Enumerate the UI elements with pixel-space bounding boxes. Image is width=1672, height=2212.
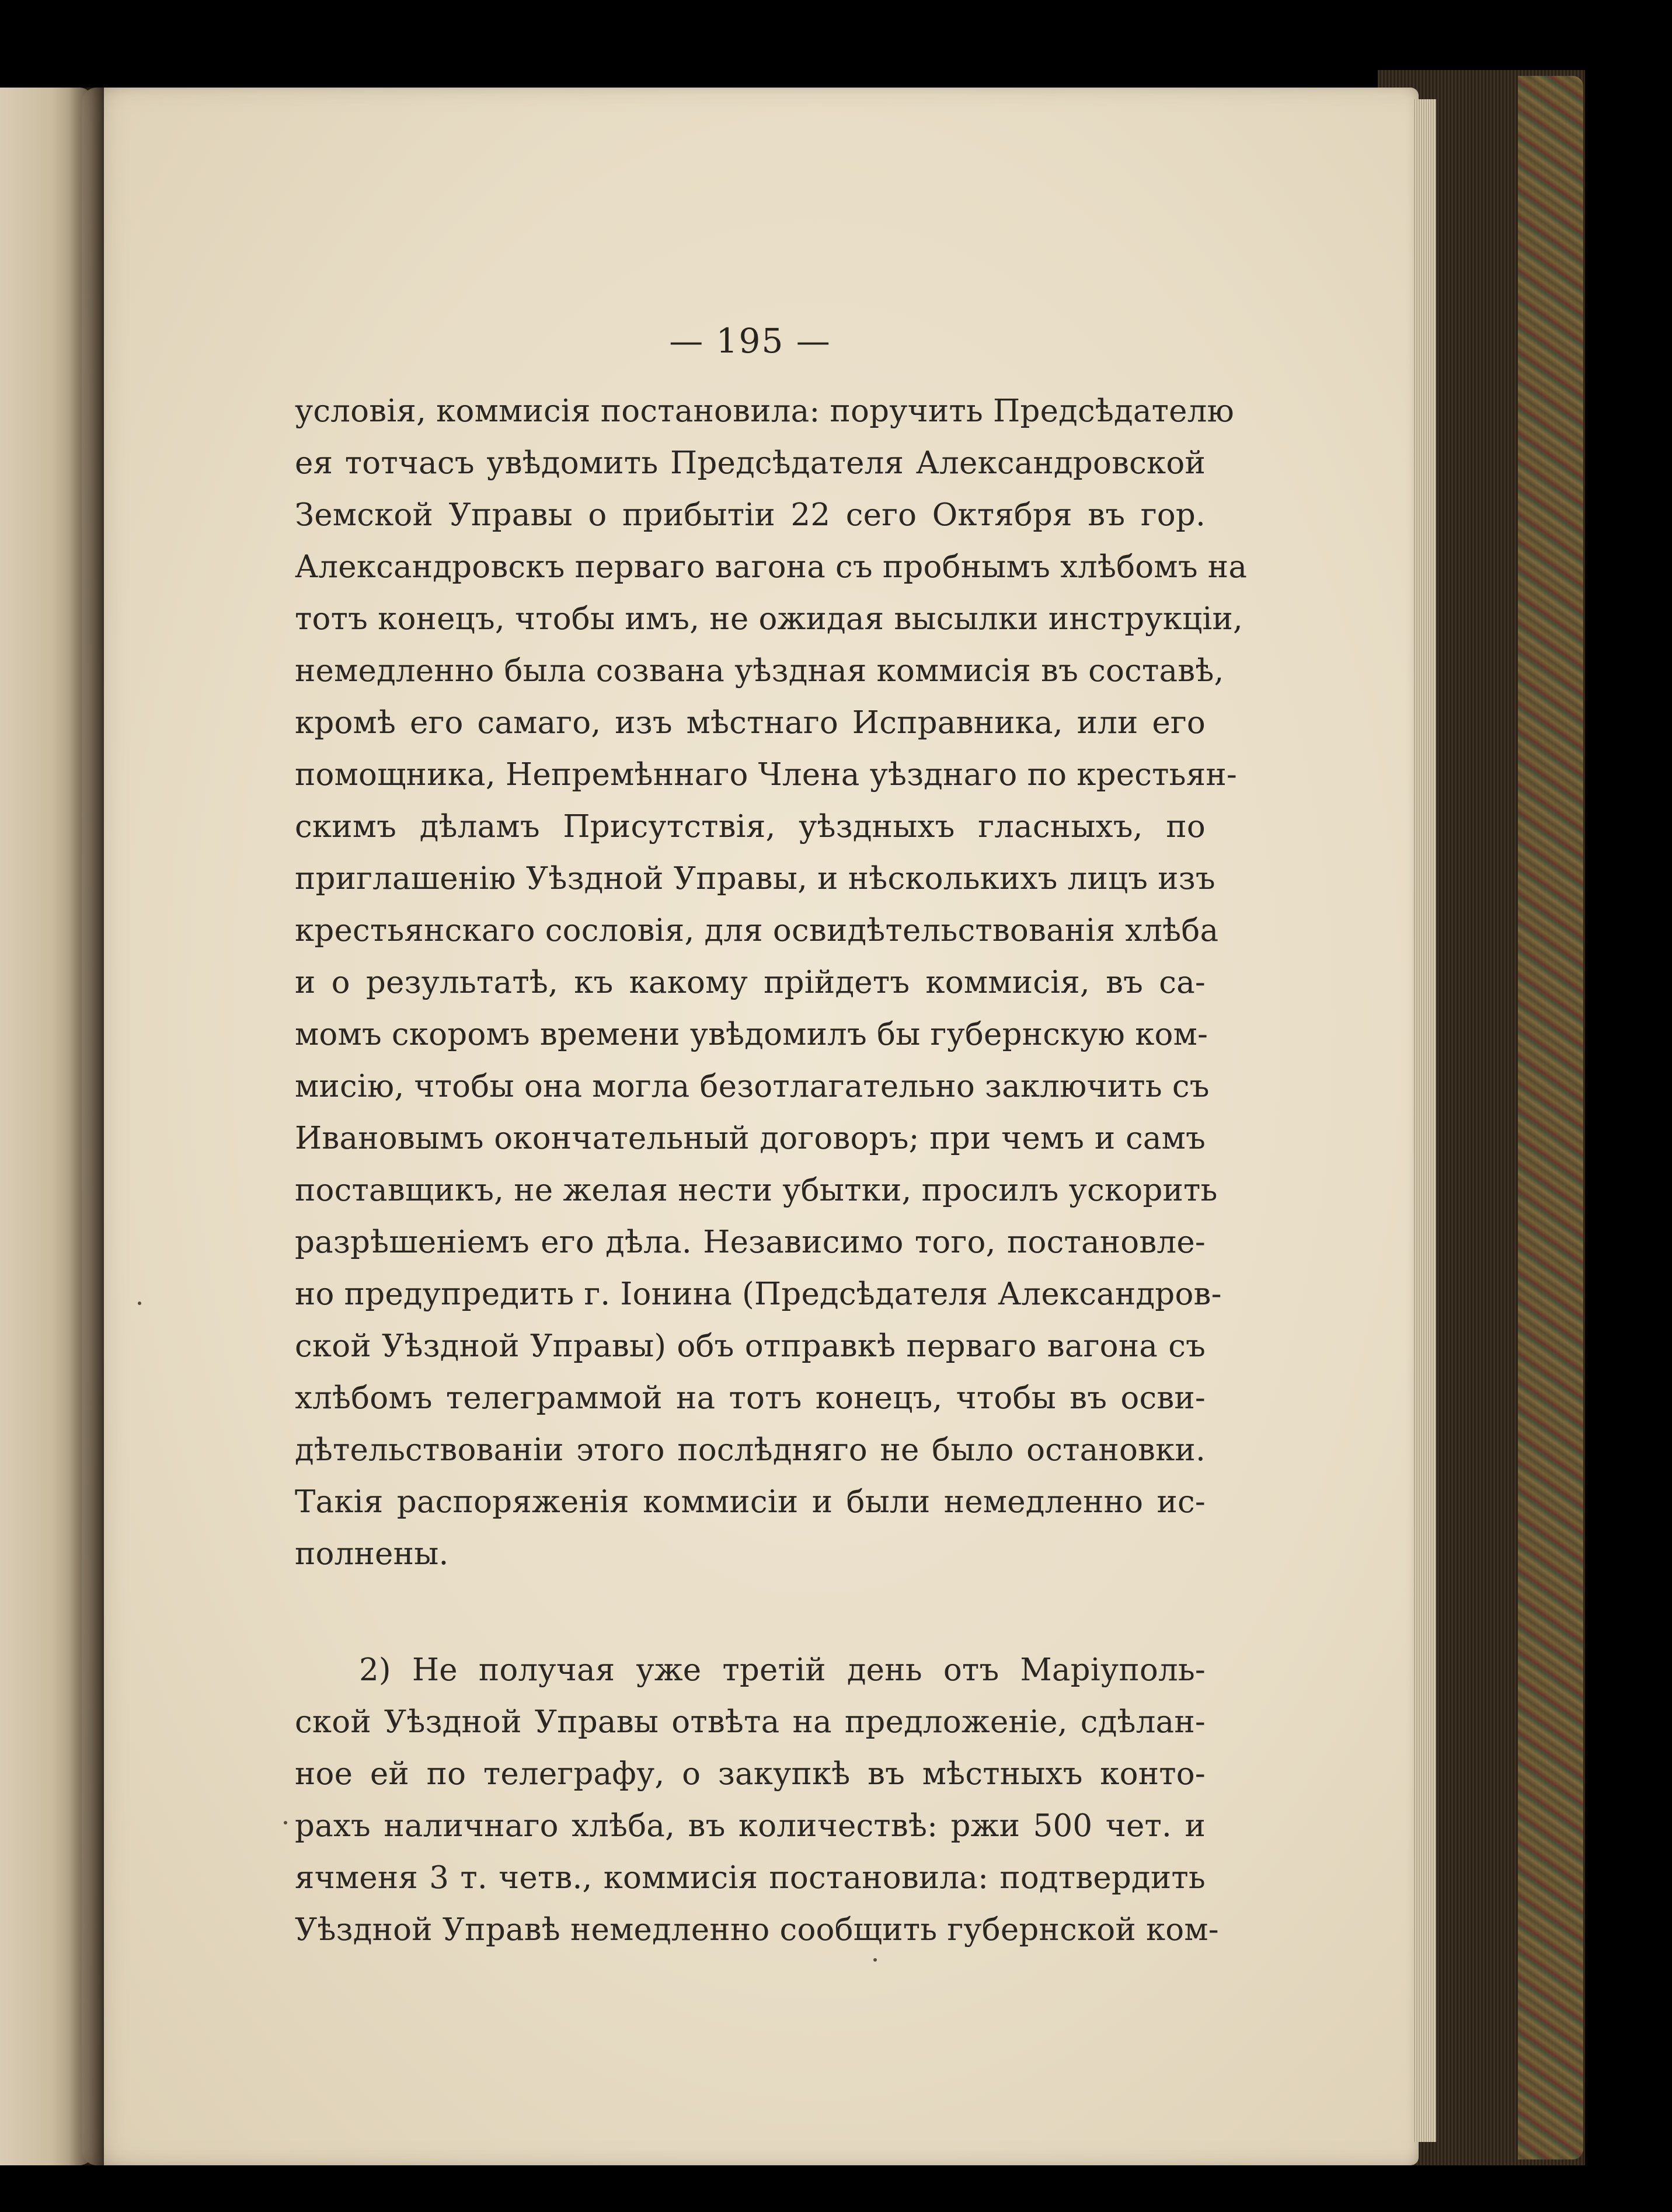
- text-line: Ивановымъ окончательный договоръ; при чемъ и самъ: [295, 1121, 1206, 1156]
- paper-speck: [284, 1821, 287, 1824]
- text-line: и о результатѣ, къ какому прійдетъ коммисія, въ са-: [295, 965, 1206, 1000]
- text-line: мисію, чтобы она могла безотлагательно заключить съ: [295, 1069, 1210, 1104]
- text-line: Такія распоряженія коммисіи и были немедленно ис-: [295, 1484, 1206, 1520]
- text-line: но предупредить г. Іонина (Предсѣдателя Александров-: [295, 1276, 1222, 1312]
- text-line: скимъ дѣламъ Присутствія, уѣздныхъ гласныхъ, по: [295, 809, 1206, 845]
- paragraph-2: [295, 1644, 1219, 1956]
- text-line: момъ скоромъ времени увѣдомилъ бы губернскую ком-: [295, 1017, 1208, 1052]
- book-gutter: [69, 88, 104, 2165]
- text-line: поставщикъ, не желая нести убытки, просилъ ускорить: [295, 1173, 1218, 1208]
- text-line: приглашенію Уѣздной Управы, и нѣсколькихъ лицъ изъ: [295, 861, 1215, 896]
- text-line: ячменя 3 т. четв., коммисія постановила: подтвердить: [295, 1860, 1206, 1896]
- text-line: разрѣшеніемъ его дѣла. Независимо того, постановле-: [295, 1224, 1206, 1260]
- text-line: Уѣздной Управѣ немедленно сообщить губернской ком-: [295, 1912, 1219, 1948]
- paper-speck: [873, 1958, 877, 1962]
- paragraph-1: [295, 385, 1248, 1580]
- marbled-cover: [1518, 76, 1583, 2159]
- text-line: Александровскъ перваго вагона съ пробнымъ хлѣбомъ на: [295, 549, 1248, 585]
- paragraph-gap: [295, 1580, 1206, 1644]
- text-line: ея тотчасъ увѣдомить Предсѣдателя Александровской: [295, 445, 1206, 481]
- paper-speck: [138, 1302, 141, 1305]
- text-line: хлѣбомъ телеграммой на тотъ конецъ, чтобы въ осви-: [295, 1380, 1206, 1416]
- page-stack-edge: [1413, 99, 1436, 2142]
- text-line: дѣтельствованіи этого послѣдняго не было остановки.: [295, 1432, 1206, 1468]
- text-line: ской Уѣздной Управы) объ отправкѣ перваго вагона съ: [295, 1328, 1206, 1364]
- text-line: тотъ конецъ, чтобы имъ, не ожидая высылки инструкціи,: [295, 601, 1243, 637]
- text-line: полнены.: [295, 1536, 449, 1572]
- page-number: — 195 —: [669, 321, 831, 361]
- text-line: немедленно была созвана уѣздная коммисія въ составѣ,: [295, 653, 1224, 689]
- text-line: ное ей по телеграфу, о закупкѣ въ мѣстныхъ конто-: [295, 1756, 1206, 1792]
- printed-text: [295, 321, 1248, 1956]
- text-line: рахъ наличнаго хлѣба, въ количествѣ: ржи 500 чет. и: [295, 1808, 1206, 1844]
- text-line: условія, коммисія постановила: поручить Предсѣдателю: [295, 393, 1234, 429]
- text-line: ской Уѣздной Управы отвѣта на предложеніе, сдѣлан-: [295, 1704, 1206, 1740]
- text-line: крестьянскаго сословія, для освидѣтельствованія хлѣба: [295, 913, 1219, 948]
- text-line: кромѣ его самаго, изъ мѣстнаго Исправника, или его: [295, 705, 1206, 741]
- text-line: Земской Управы о прибытіи 22 сего Октября въ гор.: [295, 497, 1206, 533]
- text-line: 2) Не получая уже третій день отъ Маріуполь-: [359, 1652, 1206, 1688]
- text-line: помощника, Непремѣннаго Члена уѣзднаго по крестьян-: [295, 757, 1237, 793]
